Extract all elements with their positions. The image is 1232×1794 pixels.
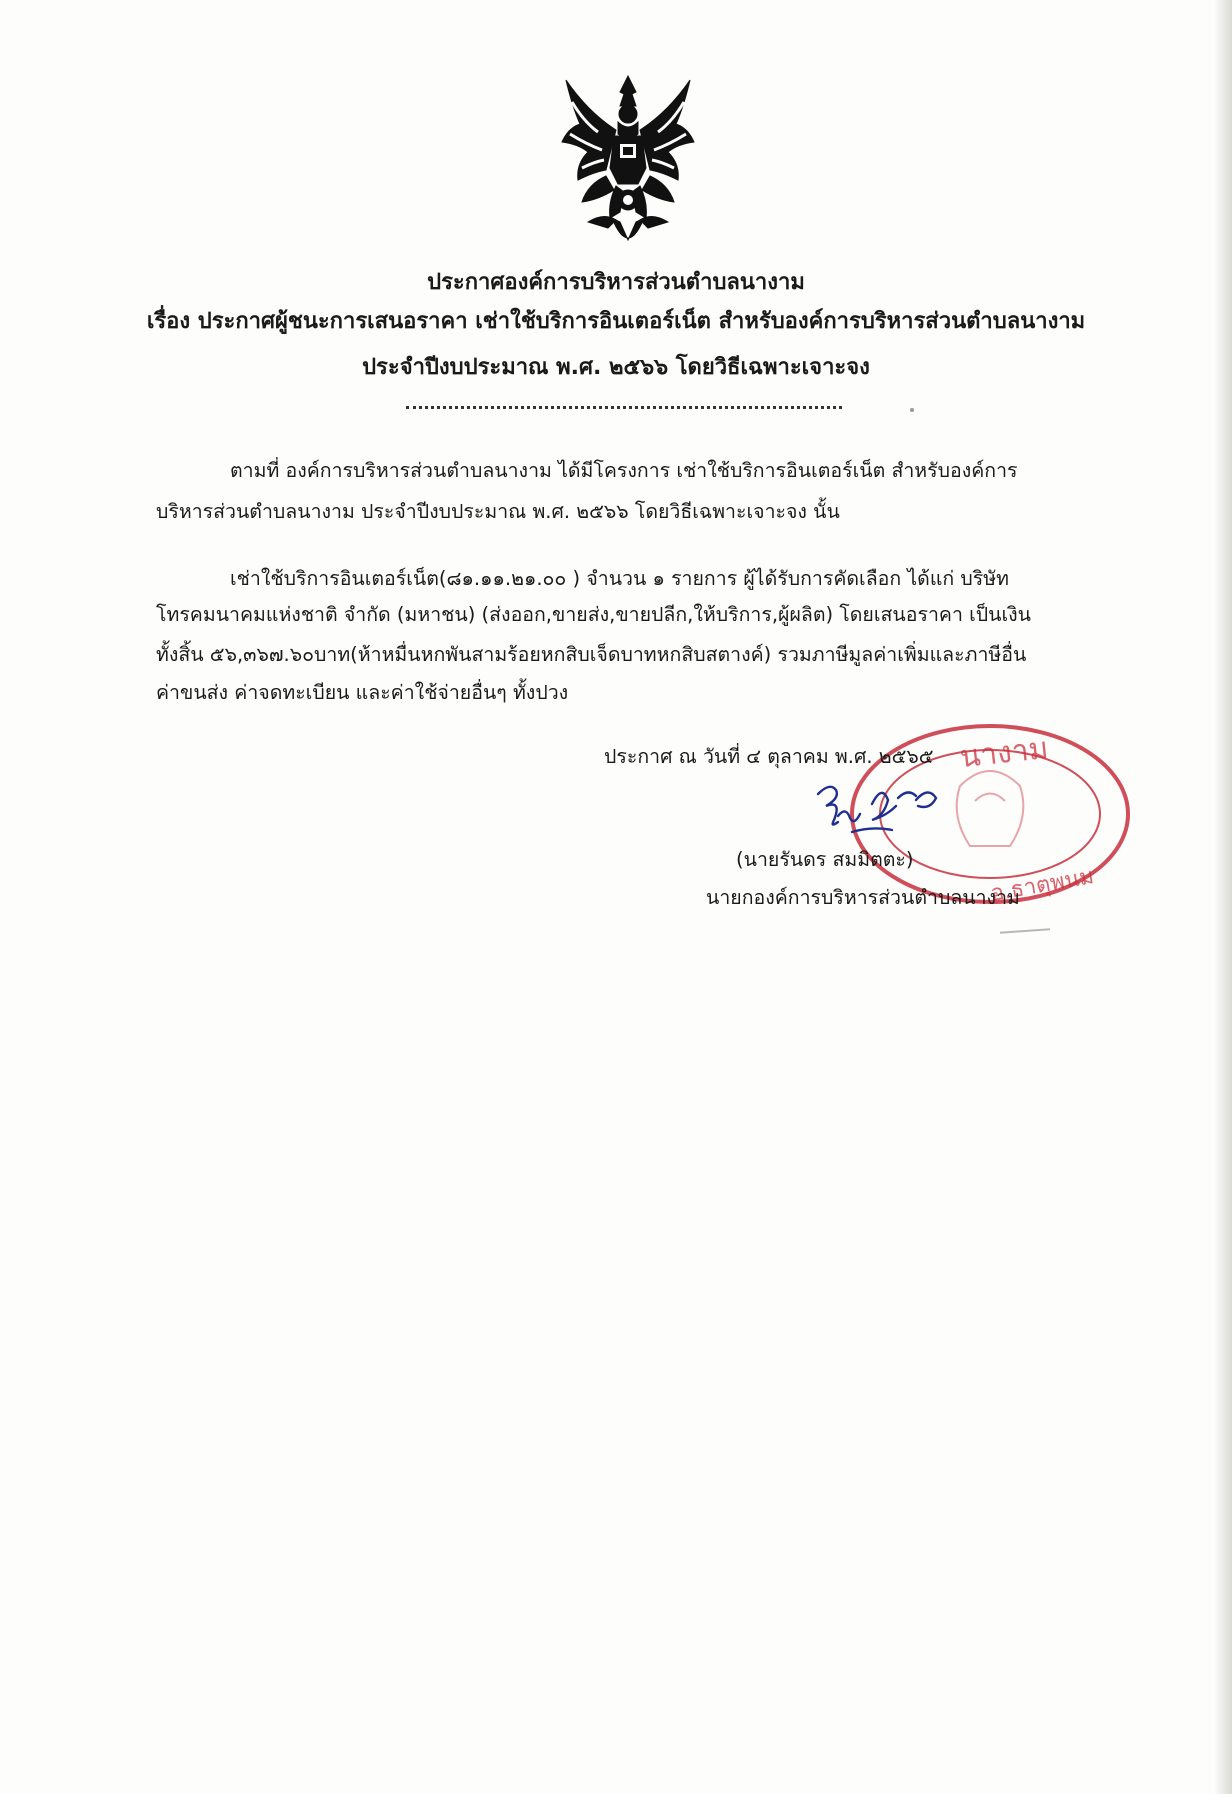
svg-text:อ.ธาตุพนม: อ.ธาตุพนม	[988, 863, 1096, 907]
handwritten-signature	[812, 776, 962, 846]
paragraph2-line1: เช่าใช้บริการอินเตอร์เน็ต(๘๑.๑๑.๒๑.๐๐ ) จำนวน ๑ รายการ ผู้ได้รับการคัดเลือก ได้แก่ บริษัท	[230, 567, 1009, 590]
paragraph1-line2: บริหารส่วนตำบลนางาม ประจำปีงบประมาณ พ.ศ. ๒๕๖๖ โดยวิธีเฉพาะเจาะจง นั้น	[156, 500, 840, 523]
svg-text:นางาม: นางาม	[958, 730, 1050, 776]
signer-name: (นายรันดร สมมิตตะ)	[736, 848, 914, 871]
announcement-heading: ประกาศองค์การบริหารส่วนตำบลนางาม	[427, 270, 805, 295]
announcement-fiscal-year: ประจำปีงบประมาณ พ.ศ. ๒๕๖๖ โดยวิธีเฉพาะเจาะจง	[362, 355, 870, 380]
paragraph2-line4: ค่าขนส่ง ค่าจดทะเบียน และค่าใช้จ่ายอื่นๆ ทั้งปวง	[156, 681, 569, 704]
paragraph2-line3: ทั้งสิ้น ๕๖,๓๖๗.๖๐บาท(ห้าหมื่นหกพันสามร้อยหกสิบเจ็ดบาทหกสิบสตางค์) รวมภาษีมูลค่าเพิ่มและภาษีอื่น	[156, 643, 1027, 666]
announcement-subject: เรื่อง ประกาศผู้ชนะการเสนอราคา เช่าใช้บริการอินเตอร์เน็ต สำหรับองค์การบริหารส่วนตำบลนางาม	[146, 309, 1086, 334]
garuda-emblem-icon	[558, 72, 698, 258]
paragraph1-line1: ตามที่ องค์การบริหารส่วนตำบลนางาม ได้มีโครงการ เช่าใช้บริการอินเตอร์เน็ต สำหรับองค์การ	[230, 459, 1018, 482]
signer-title: นายกองค์การบริหารส่วนตำบลนางาม	[706, 886, 1020, 909]
scan-speck	[910, 408, 914, 412]
heading-divider	[406, 406, 842, 409]
announcement-date: ประกาศ ณ วันที่ ๔ ตุลาคม พ.ศ. ๒๕๖๕	[604, 745, 934, 768]
scan-mark	[1000, 928, 1050, 933]
paragraph2-line2: โทรคมนาคมแห่งชาติ จำกัด (มหาชน) (ส่งออก,ขายส่ง,ขายปลีก,ให้บริการ,ผู้ผลิต) โดยเสนอราคา เป็นเงิน	[156, 603, 1031, 626]
